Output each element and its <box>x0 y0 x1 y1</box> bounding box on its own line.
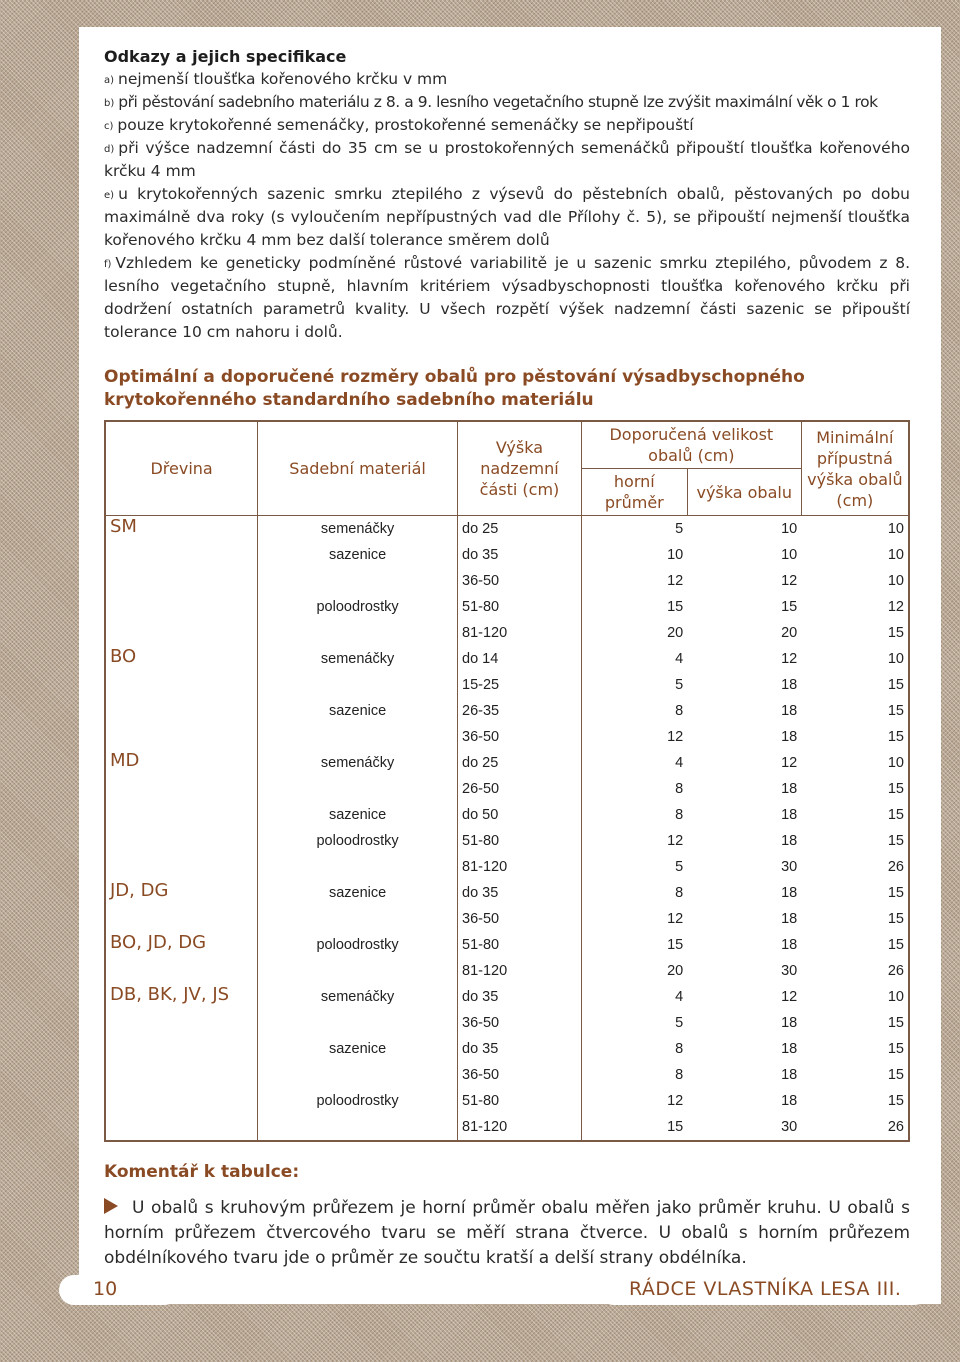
cell-pot-height: 18 <box>781 911 798 927</box>
cell-height: 26-50 <box>458 776 582 802</box>
cell-pot-height: 18 <box>781 833 798 849</box>
cell-minimum: 15 <box>887 1093 904 1109</box>
cell-material: poloodrostky <box>258 828 458 854</box>
cell-minimum: 15 <box>887 833 904 849</box>
cell-diameter: 8 <box>675 1041 684 1057</box>
cell-material <box>258 1062 458 1088</box>
cell-diameter: 15 <box>667 599 684 615</box>
table-body <box>105 516 909 1142</box>
cell-height: do 35 <box>458 542 582 568</box>
cell-pot-height: 12 <box>781 755 798 771</box>
cell-minimum: 26 <box>887 1119 904 1135</box>
cell-diameter: 12 <box>667 833 684 849</box>
cell-diameter: 5 <box>675 1015 684 1031</box>
cell-material <box>258 1010 458 1036</box>
comment-title: Komentář k tabulce: <box>104 1162 300 1182</box>
cell-diameter: 4 <box>675 755 684 771</box>
cell-diameter: 20 <box>667 963 684 979</box>
cell-height: 81-120 <box>458 1114 582 1141</box>
cell-species: BO <box>105 646 258 750</box>
header-species: Dřevina <box>105 421 258 516</box>
table-row <box>105 932 909 958</box>
cell-diameter: 4 <box>675 989 684 1005</box>
page-number: 10 <box>93 1278 118 1300</box>
cell-height: do 35 <box>458 1036 582 1062</box>
cell-material: sazenice <box>258 802 458 828</box>
cell-minimum: 15 <box>887 625 904 641</box>
cell-minimum: 15 <box>887 729 904 745</box>
reference-f: $^{f)}$ Vzhledem ke geneticky podmíněné růstové variabilitě je u sazenic smrku ztepilého, původem z 8. lesního vegetačního stupně, hlavním kritériem výsadbyschopnosti tloušťka kořenového krčku při dodržení ostatních parametrů kvality. U všech rozpětí výšek nadzemní části sazenic se připouští tolerance 10 cm nahoru i dolů. <box>104 254 910 341</box>
cell-minimum: 15 <box>887 1015 904 1031</box>
cell-pot-height: 18 <box>781 885 798 901</box>
cell-minimum: 15 <box>887 937 904 953</box>
cell-minimum: 15 <box>887 1067 904 1083</box>
cell-material: semenáčky <box>258 516 458 543</box>
header-minimum: Minimální přípustná výška obalů (cm) <box>801 421 909 516</box>
cell-diameter: 5 <box>675 521 684 537</box>
cell-diameter: 15 <box>667 1119 684 1135</box>
cell-pot-height: 18 <box>781 703 798 719</box>
cell-minimum: 10 <box>887 989 904 1005</box>
cell-diameter: 12 <box>667 573 684 589</box>
publication-title: RÁDCE VLASTNÍKA LESA III. <box>629 1278 902 1300</box>
cell-height: 81-120 <box>458 958 582 984</box>
cell-material: poloodrostky <box>258 594 458 620</box>
cell-pot-height: 12 <box>781 573 798 589</box>
cell-height: 36-50 <box>458 724 582 750</box>
table-row <box>105 750 909 776</box>
cell-diameter: 12 <box>667 1093 684 1109</box>
cell-height: 26-35 <box>458 698 582 724</box>
cell-minimum: 10 <box>887 651 904 667</box>
table-row <box>105 516 909 543</box>
cell-pot-height: 18 <box>781 677 798 693</box>
cell-material <box>258 854 458 880</box>
cell-diameter: 8 <box>675 1067 684 1083</box>
cell-pot-height: 30 <box>781 1119 798 1135</box>
cell-height: 15-25 <box>458 672 582 698</box>
table-row <box>105 646 909 672</box>
cell-material: semenáčky <box>258 984 458 1010</box>
cell-diameter: 8 <box>675 703 684 719</box>
cell-minimum: 26 <box>887 859 904 875</box>
reference-b: $^{b)}$ při pěstování sadebního materiálu z 8. a 9. lesního vegetačního stupně lze zvýšit maximální věk o 1 rok <box>104 93 878 111</box>
cell-pot-height: 18 <box>781 1093 798 1109</box>
cell-material <box>258 724 458 750</box>
page-number-pill <box>59 1275 179 1305</box>
cell-material: semenáčky <box>258 750 458 776</box>
cell-species: JD, DG <box>105 880 258 932</box>
arrow-right-icon <box>104 1198 118 1214</box>
cell-minimum: 15 <box>887 703 904 719</box>
cell-minimum: 15 <box>887 1041 904 1057</box>
cell-diameter: 5 <box>675 859 684 875</box>
cell-pot-height: 18 <box>781 781 798 797</box>
cell-species: MD <box>105 750 258 880</box>
cell-height: 36-50 <box>458 568 582 594</box>
cell-minimum: 15 <box>887 885 904 901</box>
cell-height: 51-80 <box>458 828 582 854</box>
cell-material <box>258 672 458 698</box>
cell-height: 51-80 <box>458 932 582 958</box>
cell-height: do 25 <box>458 750 582 776</box>
cell-material <box>258 568 458 594</box>
cell-pot-height: 20 <box>781 625 798 641</box>
cell-height: 81-120 <box>458 620 582 646</box>
reference-a: $^{a)}$ nejmenší tloušťka kořenového krčku v mm <box>104 70 448 88</box>
table-row <box>105 984 909 1010</box>
cell-material <box>258 1114 458 1141</box>
cell-diameter: 4 <box>675 651 684 667</box>
cell-diameter: 8 <box>675 885 684 901</box>
cell-material: sazenice <box>258 542 458 568</box>
cell-minimum: 26 <box>887 963 904 979</box>
cell-material <box>258 958 458 984</box>
page-content <box>104 47 910 1271</box>
cell-pot-height: 10 <box>781 521 798 537</box>
cell-minimum: 12 <box>887 599 904 615</box>
cell-pot-height: 18 <box>781 1041 798 1057</box>
cell-pot-height: 12 <box>781 989 798 1005</box>
cell-material: sazenice <box>258 1036 458 1062</box>
cell-height: do 14 <box>458 646 582 672</box>
cell-height: 51-80 <box>458 1088 582 1114</box>
cell-diameter: 12 <box>667 729 684 745</box>
cell-height: 36-50 <box>458 906 582 932</box>
cell-height: 81-120 <box>458 854 582 880</box>
section-title: Optimální a doporučené rozměry obalů pro pěstování výsadbyschopného krytokořenného standardního sadebního materiálu <box>104 367 805 410</box>
reference-e: $^{e)}$ u krytokořenných sazenic smrku ztepilého z výsevů do pěstebních obalů, pěstovaných po dobu maximálně dva roky (s vyloučením nepřípustných vad dle Přílohy č. 5), se připouští nejmenší tloušťka kořenového krčku 4 mm bez další tolerance směrem dolů <box>104 185 910 249</box>
cell-height: do 35 <box>458 984 582 1010</box>
cell-pot-height: 12 <box>781 651 798 667</box>
cell-height: 36-50 <box>458 1062 582 1088</box>
cell-diameter: 5 <box>675 677 684 693</box>
cell-pot-height: 15 <box>781 599 798 615</box>
cell-pot-height: 18 <box>781 1067 798 1083</box>
header-recommended: Doporučená velikost obalů (cm) <box>581 421 801 469</box>
cell-material <box>258 620 458 646</box>
cell-material: sazenice <box>258 880 458 906</box>
cell-material: poloodrostky <box>258 932 458 958</box>
cell-height: do 35 <box>458 880 582 906</box>
references-title: Odkazy a jejich specifikace <box>104 47 347 66</box>
cell-material: poloodrostky <box>258 1088 458 1114</box>
header-top-diameter: horní průměr <box>581 469 687 516</box>
cell-species: SM <box>105 516 258 647</box>
cell-pot-height: 18 <box>781 807 798 823</box>
cell-species: DB, BK, JV, JS <box>105 984 258 1141</box>
cell-height: 36-50 <box>458 1010 582 1036</box>
cell-diameter: 8 <box>675 807 684 823</box>
cell-pot-height: 30 <box>781 859 798 875</box>
table-row <box>105 880 909 906</box>
cell-minimum: 10 <box>887 547 904 563</box>
cell-minimum: 10 <box>887 573 904 589</box>
cell-material <box>258 906 458 932</box>
cell-pot-height: 30 <box>781 963 798 979</box>
cell-pot-height: 18 <box>781 729 798 745</box>
cell-species: BO, JD, DG <box>105 932 258 984</box>
cell-height: do 25 <box>458 516 582 543</box>
header-material: Sadební materiál <box>258 421 458 516</box>
reference-d: $^{d)}$ při výšce nadzemní části do 35 cm se u prostokořenných semenáčků připouští tloušťka kořenového krčku 4 mm <box>104 139 910 180</box>
cell-diameter: 12 <box>667 911 684 927</box>
cell-diameter: 15 <box>667 937 684 953</box>
cell-minimum: 10 <box>887 521 904 537</box>
cell-diameter: 10 <box>667 547 684 563</box>
footer <box>79 1267 941 1327</box>
cell-minimum: 15 <box>887 807 904 823</box>
cell-minimum: 15 <box>887 911 904 927</box>
cell-material <box>258 776 458 802</box>
cell-pot-height: 18 <box>781 1015 798 1031</box>
reference-c: $^{c)}$ pouze krytokořenné semenáčky, prostokořenné semenáčky se nepřipouští <box>104 116 694 134</box>
comment-text: U obalů s kruhovým průřezem je horní průměr obalu měřen jako průměr kruhu. U obalů s horním průřezem čtvercového tvaru se měří strana čtverce. U obalů s horním průřezem obdélníkového tvaru jde o průměr ze součtu kratší a delší strany obdélníka. <box>104 1198 910 1268</box>
cell-minimum: 10 <box>887 755 904 771</box>
cell-height: 51-80 <box>458 594 582 620</box>
cell-material: semenáčky <box>258 646 458 672</box>
cell-height: do 50 <box>458 802 582 828</box>
cell-pot-height: 18 <box>781 937 798 953</box>
page <box>79 27 941 1304</box>
cell-diameter: 20 <box>667 625 684 641</box>
cell-diameter: 8 <box>675 781 684 797</box>
cell-minimum: 15 <box>887 677 904 693</box>
container-size-table <box>104 420 910 1142</box>
header-height: Výška nadzemní části (cm) <box>458 421 582 516</box>
cell-minimum: 15 <box>887 781 904 797</box>
cell-pot-height: 10 <box>781 547 798 563</box>
header-pot-height: výška obalu <box>687 469 801 516</box>
cell-material: sazenice <box>258 698 458 724</box>
